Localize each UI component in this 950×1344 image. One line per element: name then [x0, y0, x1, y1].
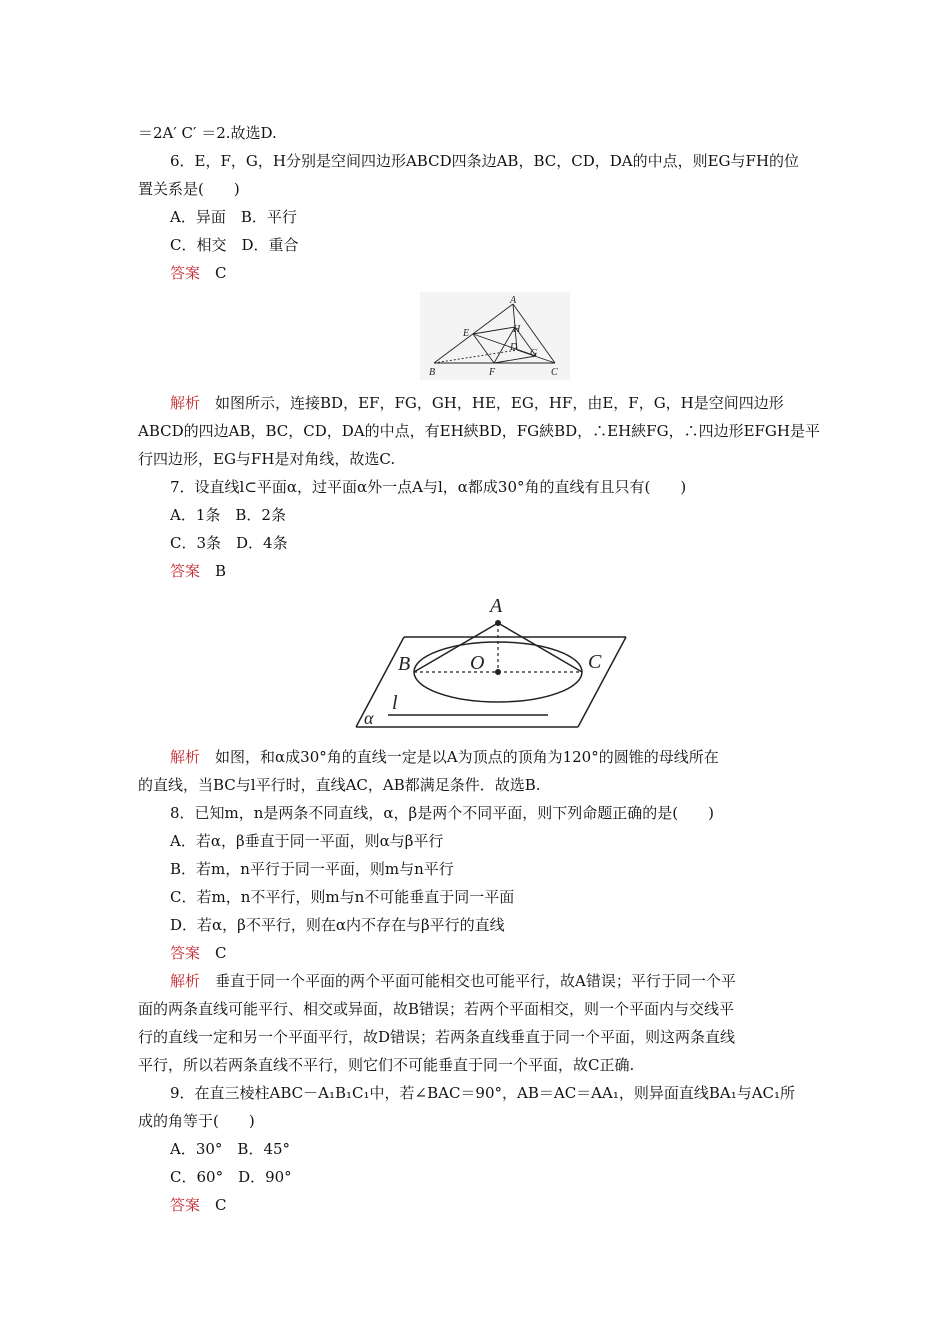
- analysis-label: 解析: [170, 748, 201, 766]
- q9-option-line: C．60° D．90°: [170, 1168, 292, 1186]
- answer-value: C: [215, 944, 227, 962]
- q9-answer: [170, 1195, 227, 1215]
- q8-option-line: B．若m，n平行于同一平面，则m与n平行: [170, 860, 454, 878]
- answer-label: 答案: [170, 944, 201, 962]
- answer-label: 答案: [170, 1196, 201, 1214]
- label-b: B: [429, 367, 436, 378]
- label-b: B: [398, 653, 411, 675]
- center-o-point: [495, 669, 501, 675]
- q6-option-line: C．相交 D．重合: [170, 236, 299, 254]
- cone-plane-figure: [350, 592, 630, 732]
- analysis-label: 解析: [170, 394, 201, 412]
- q6-stem-line: 6．E，F，G，H分别是空间四边形ABCD四条边AB，BC，CD，DA的中点，则EG与FH的位: [170, 152, 800, 170]
- q8-analysis-line: 平行，所以若两条直线不平行，则它们不可能垂直于同一个平面，故C正确.: [138, 1056, 635, 1074]
- q8-analysis-line: 面的两条直线可能平行、相交或异面，故B错误；若两个平面相交，则一个平面内与交线平: [138, 1000, 735, 1018]
- q9-option-line: A．30° B．45°: [170, 1140, 291, 1158]
- q7-option-line: C．3条 D．4条: [170, 534, 288, 552]
- quadrilateral-figure: [420, 292, 570, 380]
- answer-label: 答案: [170, 264, 201, 282]
- q6-analysis-line: 行四边形，EG与FH是对角线，故选C.: [138, 450, 396, 468]
- q6-option-line: A．异面 B．平行: [170, 208, 297, 226]
- q7-analysis: [170, 747, 719, 767]
- analysis-text: 垂直于同一个平面的两个平面可能相交也可能平行，故A错误；平行于同一个平: [215, 972, 736, 990]
- q8-answer: [170, 943, 227, 963]
- q6-stem-line: 置关系是( ): [138, 180, 240, 198]
- q8-option-line: D．若α，β不平行，则在α内不存在与β平行的直线: [170, 916, 505, 934]
- label-alpha: α: [364, 708, 374, 728]
- label-o: O: [470, 652, 485, 674]
- label-e: E: [463, 328, 470, 339]
- label-c: C: [551, 367, 558, 378]
- generatrix-ab: [414, 623, 498, 672]
- analysis-text: 如图所示，连接BD，EF，FG，GH，HE，EG，HF，由E，F，G，H是空间四边形: [215, 394, 784, 412]
- label-l: l: [392, 692, 398, 714]
- vertex-a-point: [495, 620, 501, 626]
- q7-analysis-line: 的直线，当BC与l平行时，直线AC，AB都满足条件．故选B.: [138, 776, 541, 794]
- q8-stem-line: 8．已知m，n是两条不同直线，α，β是两个不同平面，则下列命题正确的是( ): [170, 804, 714, 822]
- label-f: F: [489, 367, 496, 378]
- label-g: G: [530, 348, 538, 359]
- label-a: A: [490, 595, 503, 617]
- q7-answer: [170, 561, 226, 581]
- q9-stem-line: 9．在直三棱柱ABC－A₁B₁C₁中，若∠BAC＝90°，AB＝AC＝AA₁，则异面直线BA₁与AC₁所: [170, 1084, 796, 1102]
- answer-value: B: [215, 562, 227, 580]
- q8-analysis: [170, 971, 736, 991]
- q6-analysis-line: ABCD的四边AB，BC，CD，DA的中点，有EH綊BD，FG綊BD，∴EH綊FG，∴四边形EFGH是平: [138, 422, 820, 440]
- generatrix-ac: [498, 623, 582, 672]
- q6-answer: [170, 263, 227, 283]
- q9-stem-line: 成的角等于( ): [138, 1112, 255, 1130]
- q6-analysis: [170, 393, 784, 413]
- analysis-label: 解析: [170, 972, 201, 990]
- intro-line: ＝2A′ C′ ＝2.故选D.: [138, 124, 277, 142]
- q8-option-line: A．若α，β垂直于同一平面，则α与β平行: [170, 832, 444, 850]
- label-a: A: [510, 295, 517, 306]
- q7-stem-line: 7．设直线l⊂平面α，过平面α外一点A与l，α都成30°角的直线有且只有( ): [170, 478, 687, 496]
- label-h: H: [513, 324, 521, 335]
- q7-option-line: A．1条 B．2条: [170, 506, 286, 524]
- label-d: D: [510, 342, 518, 353]
- label-c: C: [588, 651, 602, 673]
- answer-value: C: [215, 264, 227, 282]
- q8-analysis-line: 行的直线一定和另一个平面平行，故D错误；若两条直线垂直于同一个平面，则这两条直线: [138, 1028, 736, 1046]
- q8-option-line: C．若m，n不平行，则m与n不可能垂直于同一平面: [170, 888, 515, 906]
- answer-value: C: [215, 1196, 227, 1214]
- analysis-text: 如图，和α成30°角的直线一定是以A为顶点的顶角为120°的圆锥的母线所在: [215, 748, 719, 766]
- answer-label: 答案: [170, 562, 201, 580]
